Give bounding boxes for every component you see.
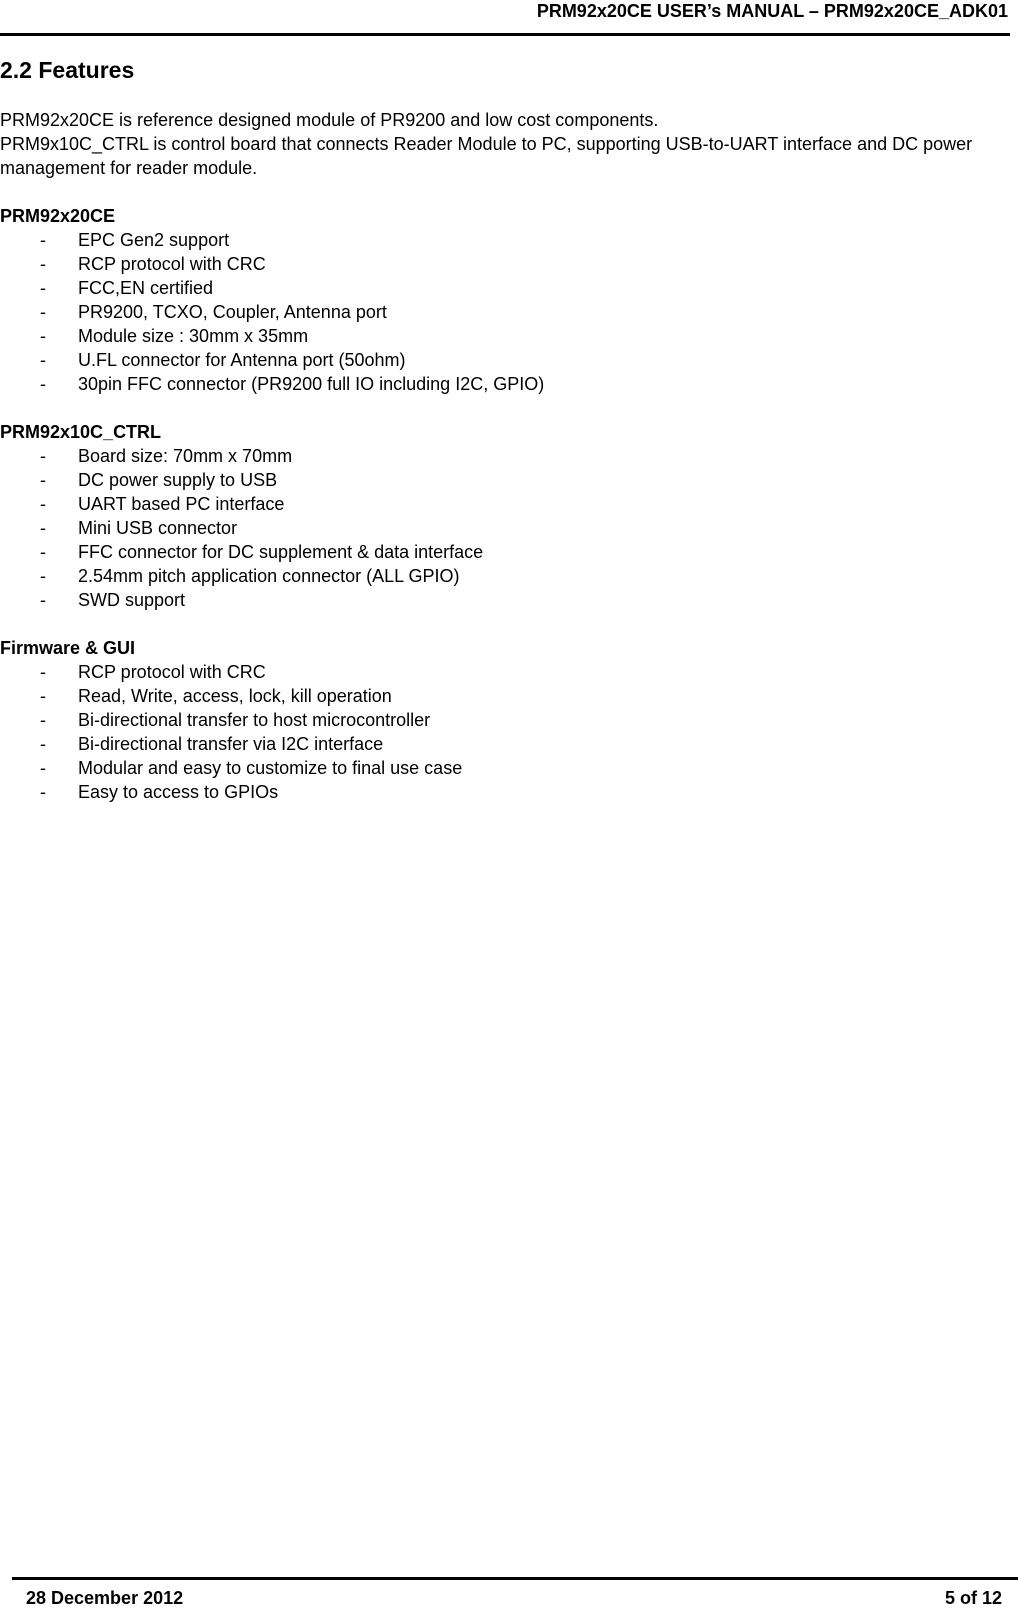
list-item xyxy=(0,324,1000,348)
bullet-dash: - xyxy=(40,686,46,706)
list-item xyxy=(0,540,1000,564)
group-prm92x20ce xyxy=(0,204,1000,396)
list-item-text: U.FL connector for Antenna port (50ohm) xyxy=(78,350,406,370)
list-item xyxy=(0,444,1000,468)
list-item xyxy=(0,780,1000,804)
document-title: PRM92x20CE USER’s MANUAL – PRM92x20CE_ADK01 xyxy=(536,1,1008,21)
list-item-text: Easy to access to GPIOs xyxy=(78,782,279,802)
group-prm92x10c-ctrl xyxy=(0,420,1000,612)
list-item-text: Bi-directional transfer via I2C interface xyxy=(78,734,384,754)
list-item xyxy=(0,252,1000,276)
list-item-text: RCP protocol with CRC xyxy=(78,254,266,274)
group-firmware-gui xyxy=(0,636,1000,804)
group-title: Firmware & GUI xyxy=(0,638,136,658)
bullet-dash: - xyxy=(40,350,46,370)
bullet-dash: - xyxy=(40,710,46,730)
list-item-text: RCP protocol with CRC xyxy=(78,662,266,682)
bullet-dash: - xyxy=(40,470,46,490)
bullet-dash: - xyxy=(40,254,46,274)
footer-date: 28 December 2012 xyxy=(26,1588,184,1608)
bullet-dash: - xyxy=(40,590,46,610)
feature-list xyxy=(0,444,1000,612)
feature-list xyxy=(0,228,1000,396)
bullet-dash: - xyxy=(40,518,46,538)
bullet-dash: - xyxy=(40,230,46,250)
intro-paragraph xyxy=(0,108,1000,180)
group-title: PRM92x20CE xyxy=(0,206,116,226)
feature-list xyxy=(0,660,1000,804)
bullet-dash: - xyxy=(40,782,46,802)
bullet-dash: - xyxy=(40,662,46,682)
bullet-dash: - xyxy=(40,734,46,754)
list-item-text: PR9200, TCXO, Coupler, Antenna port xyxy=(78,302,387,322)
list-item xyxy=(0,660,1000,684)
bullet-dash: - xyxy=(40,278,46,298)
list-item xyxy=(0,348,1000,372)
list-item-text: Module size : 30mm x 35mm xyxy=(78,326,309,346)
bullet-dash: - xyxy=(40,494,46,514)
intro-line: PRM9x10C_CTRL is control board that connects Reader Module to PC, supporting USB-to-UART interface and DC power management for reader module. xyxy=(0,134,973,178)
list-item xyxy=(0,588,1000,612)
list-item-text: 30pin FFC connector (PR9200 full IO including I2C, GPIO) xyxy=(78,374,545,394)
bullet-dash: - xyxy=(40,446,46,466)
list-item xyxy=(0,516,1000,540)
list-item-text: 2.54mm pitch application connector (ALL GPIO) xyxy=(78,566,460,586)
page-header xyxy=(0,0,1010,36)
list-item-text: SWD support xyxy=(78,590,186,610)
section-heading: 2.2 Features xyxy=(0,57,135,83)
bullet-dash: - xyxy=(40,566,46,586)
list-item-text: UART based PC interface xyxy=(78,494,285,514)
bullet-dash: - xyxy=(40,326,46,346)
list-item-text: EPC Gen2 support xyxy=(78,230,230,250)
list-item-text: Bi-directional transfer to host microcontroller xyxy=(78,710,431,730)
list-item xyxy=(0,468,1000,492)
list-item xyxy=(0,228,1000,252)
list-item xyxy=(0,708,1000,732)
list-item xyxy=(0,756,1000,780)
list-item-text: Modular and easy to customize to final use case xyxy=(78,758,463,778)
bullet-dash: - xyxy=(40,542,46,562)
list-item-text: Board size: 70mm x 70mm xyxy=(78,446,293,466)
group-title: PRM92x10C_CTRL xyxy=(0,422,162,442)
list-item xyxy=(0,732,1000,756)
list-item xyxy=(0,276,1000,300)
page-footer xyxy=(12,1577,1018,1613)
list-item xyxy=(0,492,1000,516)
list-item xyxy=(0,564,1000,588)
list-item xyxy=(0,372,1000,396)
bullet-dash: - xyxy=(40,758,46,778)
list-item-text: DC power supply to USB xyxy=(78,470,278,490)
features-content xyxy=(0,108,1000,804)
list-item-text: FCC,EN certified xyxy=(78,278,214,298)
list-item xyxy=(0,300,1000,324)
list-item-text: Read, Write, access, lock, kill operation xyxy=(78,686,392,706)
bullet-dash: - xyxy=(40,374,46,394)
page-number: 5 of 12 xyxy=(944,1588,1002,1608)
intro-line: PRM92x20CE is reference designed module of PR9200 and low cost components. xyxy=(0,110,659,130)
list-item-text: FFC connector for DC supplement & data interface xyxy=(78,542,484,562)
list-item xyxy=(0,684,1000,708)
bullet-dash: - xyxy=(40,302,46,322)
list-item-text: Mini USB connector xyxy=(78,518,238,538)
